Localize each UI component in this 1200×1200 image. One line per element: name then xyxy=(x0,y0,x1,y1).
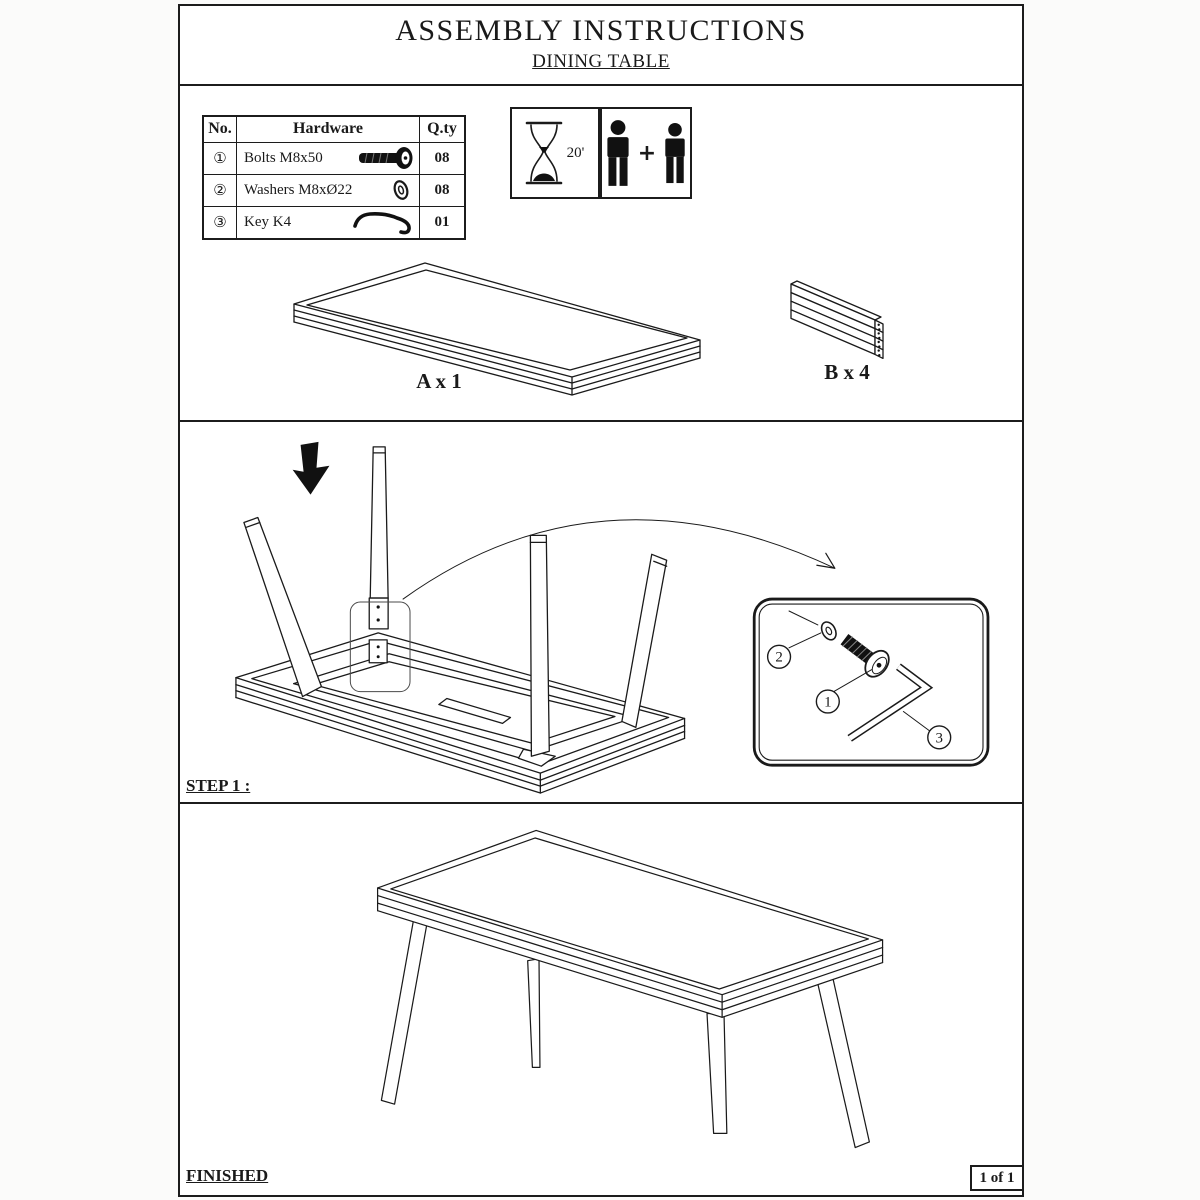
column-header-hardware: Hardware xyxy=(237,116,420,142)
plus-sign: + xyxy=(637,140,657,166)
hardware-qty: 08 xyxy=(420,142,466,174)
callout-number-bolt: 1 xyxy=(824,694,832,711)
callout-number-washer: 2 xyxy=(775,649,783,666)
header-section xyxy=(180,6,1022,86)
column-header-no: No. xyxy=(203,116,237,142)
person-icon xyxy=(601,118,635,188)
hardware-detail-callout xyxy=(754,599,988,765)
hardware-name: Washers M8xØ22 xyxy=(244,181,353,198)
tabletop-part-diagram xyxy=(287,260,717,400)
hardware-name: Bolts M8x50 xyxy=(244,149,323,166)
legs-part-label: B x 4 xyxy=(824,360,870,384)
callout-number-key: 3 xyxy=(935,730,943,747)
table-row xyxy=(203,142,465,174)
allen-key-icon xyxy=(351,208,417,236)
step-label: STEP 1 : xyxy=(186,776,251,795)
page-title: ASSEMBLY INSTRUCTIONS xyxy=(395,14,807,47)
row-number: ① xyxy=(203,142,237,174)
table-row xyxy=(203,206,465,239)
hourglass-icon xyxy=(526,121,562,185)
row-number: ③ xyxy=(203,206,237,239)
parts-section xyxy=(180,86,1022,422)
person-icon xyxy=(659,121,691,185)
page-number-badge: 1 of 1 xyxy=(970,1165,1024,1191)
column-header-qty: Q.ty xyxy=(420,116,466,142)
washer-icon xyxy=(391,178,411,202)
hardware-qty: 01 xyxy=(420,206,466,239)
row-number: ② xyxy=(203,174,237,206)
legs-part-diagram xyxy=(780,278,895,373)
finished-table-diagram xyxy=(330,804,950,1174)
tabletop-part-label: A x 1 xyxy=(416,369,462,393)
hardware-name: Key K4 xyxy=(244,213,292,230)
bolt-icon xyxy=(357,146,415,170)
people-required-box xyxy=(600,107,692,199)
assembly-time-box xyxy=(510,107,600,199)
step1-section xyxy=(180,422,1022,804)
page-subtitle: DINING TABLE xyxy=(532,51,670,72)
hardware-table xyxy=(202,115,466,240)
table-row xyxy=(203,174,465,206)
assembly-time: 20' xyxy=(566,144,585,161)
hardware-qty: 08 xyxy=(420,174,466,206)
finished-label: FINISHED xyxy=(186,1166,269,1185)
down-arrow-icon xyxy=(293,442,330,495)
instruction-page xyxy=(178,4,1024,1197)
step1-assembly-diagram xyxy=(180,422,1026,802)
finished-section xyxy=(180,804,1022,1193)
hardware-table-header-row xyxy=(203,116,465,142)
